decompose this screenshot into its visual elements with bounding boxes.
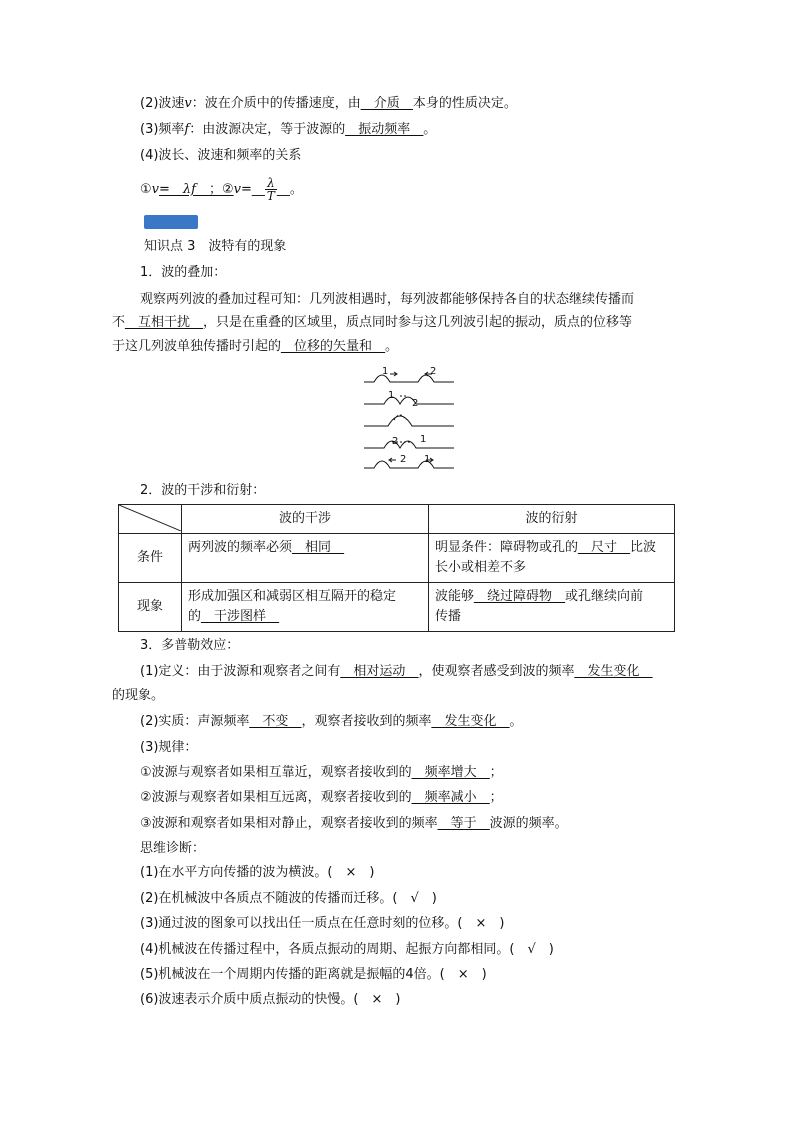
wave-label-2: 2 <box>430 366 437 377</box>
diagnosis-item: (1)在水平方向传播的波为横波。( × ) <box>140 865 375 880</box>
cell-diffraction-phenomenon: 波能够__绕过障碍物__或孔继续向前 传播 <box>428 583 674 632</box>
wave-label-1: 1 <box>420 434 427 445</box>
cell-interference-phenomenon: 形成加强区和减弱区相互隔开的稳定 的__干涉图样__ <box>182 583 429 632</box>
superposition-figure <box>360 362 460 474</box>
diagonal-line <box>119 505 181 531</box>
superposition-para-2: 不__互相干扰__，只是在重叠的区域里，质点同时参与这几列波引起的振动，质点的位移等 <box>112 315 633 330</box>
formula-line: ①v=__λf__；②v=__ $\frac{\lambda}{T}$ __。 <box>140 176 303 203</box>
doppler-essence: (2)实质：声源频率__不变__，观察者接收到的频率__发生变化__。 <box>140 714 523 729</box>
wave-label-2: 2 <box>392 436 399 447</box>
item-frequency: (3)频率f：由波源决定，等于波源的__振动频率__。 <box>140 122 437 137</box>
wave-label-2: 2 <box>412 398 419 409</box>
doppler-definition: (1)定义：由于波源和观察者之间有__相对运动__，使观察者感受到波的频率__发生变化__ <box>140 664 653 679</box>
diagnosis-item: (2)在机械波中各质点不随波的传播而迁移。( √ ) <box>140 891 437 906</box>
doppler-definition-end: 的现象。 <box>112 688 165 703</box>
doppler-rule-3: ③波源和观察者如果相对静止，观察者接收到的频率__等于__波源的频率。 <box>140 816 568 831</box>
subsection-doppler: 3．多普勒效应： <box>140 638 240 653</box>
cell-interference-condition: 两列波的频率必须__相同__ <box>182 534 429 583</box>
wave-label-1: 1 <box>382 366 389 377</box>
header-interference: 波的干涉 <box>182 505 429 534</box>
cell-diffraction-condition: 明显条件：障碍物或孔的__尺寸__比波 长小或相差不多 <box>428 534 674 583</box>
wave-label-1: 1 <box>424 454 431 465</box>
thinking-diagnosis-title: 思维诊断： <box>140 841 206 856</box>
knowledge-point-title: 知识点 3 波特有的现象 <box>144 239 287 254</box>
row-condition-label: 条件 <box>119 534 182 583</box>
diagnosis-item: (6)波速表示介质中质点振动的快慢。( × ) <box>140 992 401 1007</box>
diagnosis-item: (4)机械波在传播过程中，各质点振动的周期、起振方向都相同。( √ ) <box>140 942 554 957</box>
doppler-rule-2: ②波源与观察者如果相互远离，观察者接收到的__频率减小__； <box>140 790 503 805</box>
superposition-para-3: 于这几列波单独传播时引起的__位移的矢量和__。 <box>112 339 399 354</box>
item-wave-speed: (2)波速v：波在介质中的传播速度，由__介质__本身的性质决定。 <box>140 96 517 111</box>
subsection-interference: 2．波的干涉和衍射： <box>140 483 266 498</box>
superposition-para-1: 观察两列波的叠加过程可知：几列波相遇时，每列波都能够保持各自的状态继续传播而 <box>140 292 635 307</box>
wave-label-1: 1 <box>388 390 395 401</box>
interference-diffraction-table <box>118 504 675 632</box>
header-corner <box>119 505 182 534</box>
diagnosis-item: (3)通过波的图象可以找出任一质点在任意时刻的位移。( × ) <box>140 916 505 931</box>
header-diffraction: 波的衍射 <box>428 505 674 534</box>
subsection-superposition: 1．波的叠加： <box>140 265 227 280</box>
doppler-rule-1: ①波源与观察者如果相互靠近，观察者接收到的__频率增大__； <box>140 765 503 780</box>
row-phenomenon-label: 现象 <box>119 583 182 632</box>
item-relation: (4)波长、波速和频率的关系 <box>140 148 302 163</box>
doppler-rules-title: (3)规律： <box>140 740 198 755</box>
fraction-lambda-over-t: $\frac{\lambda}{T}$ <box>266 176 275 203</box>
wave-label-2: 2 <box>400 454 407 465</box>
section-badge <box>144 215 198 229</box>
diagnosis-item: (5)机械波在一个周期内传播的距离就是振幅的4倍。( × ) <box>140 967 487 982</box>
